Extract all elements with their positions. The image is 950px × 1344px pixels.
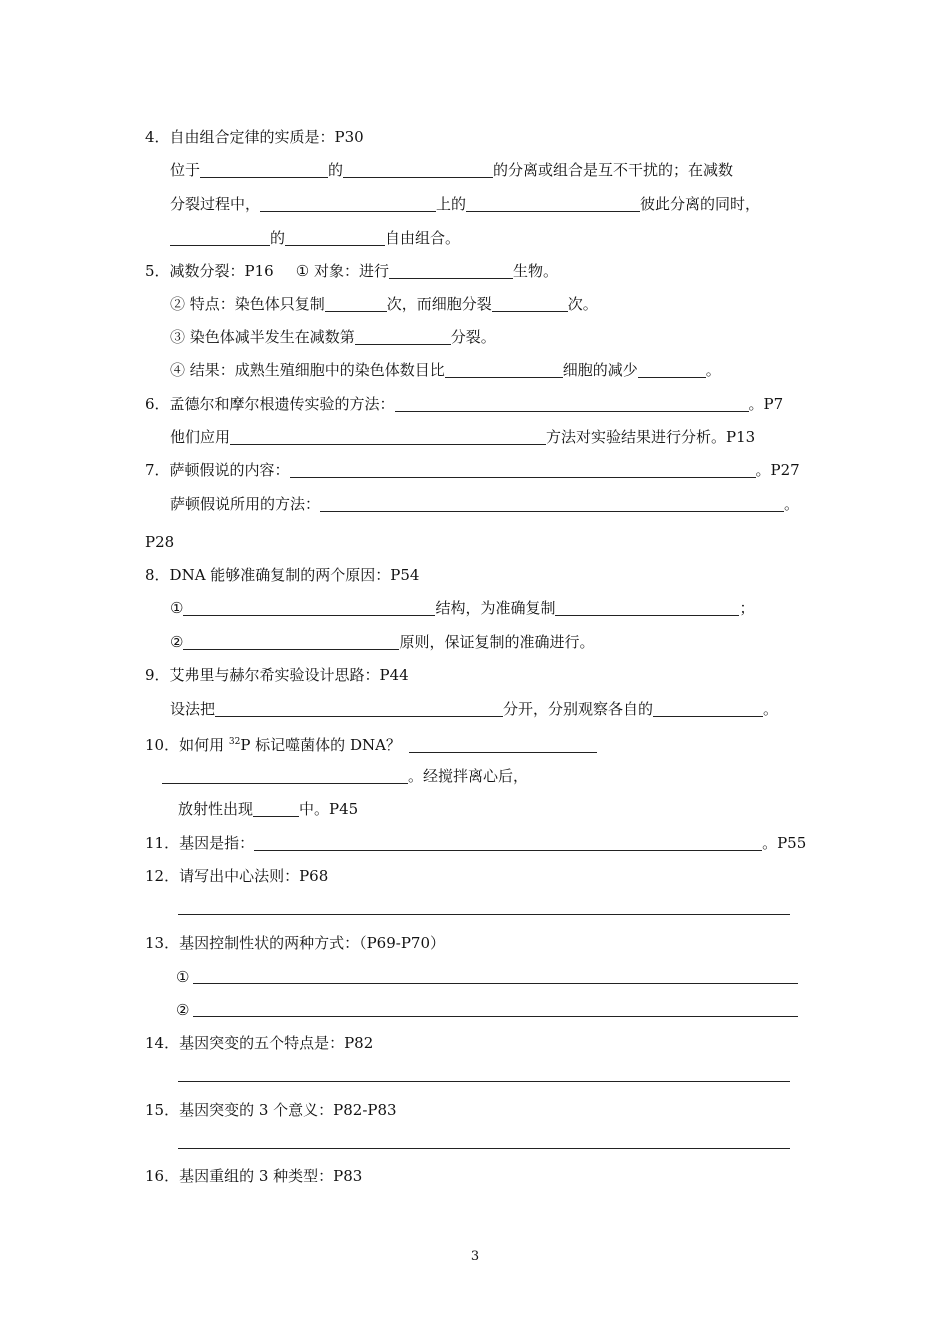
answer-line[interactable] (193, 1016, 798, 1017)
blank[interactable] (215, 701, 503, 717)
q8-line1: ① 结构，为准确复制 ； (170, 599, 755, 617)
q8-title: 8．DNA 能够准确复制的两个原因：P54 (145, 566, 420, 584)
q5-line4: ④ 结果：成熟生殖细胞中的染色体数目比 细胞的减少 。 (170, 361, 721, 379)
blank[interactable] (260, 196, 436, 212)
blank[interactable] (183, 634, 399, 650)
blank[interactable] (395, 396, 749, 412)
q13-title: 13．基因控制性状的两种方式：（P69-P70） (145, 934, 446, 952)
q16-title: 16．基因重组的 3 种类型：P83 (145, 1167, 363, 1185)
blank[interactable] (320, 496, 784, 512)
q5-line1: 5．减数分裂：P16 ① 对象：进行 生物。 (145, 262, 558, 280)
q7-line1: 7．萨顿假说的内容： 。P27 (145, 461, 800, 479)
blank[interactable] (638, 362, 706, 378)
q12-title: 12．请写出中心法则：P68 (145, 867, 329, 885)
q11-line1: 11．基因是指： 。P55 (145, 834, 807, 852)
q10-line1: 10．如何用 $^{32}$P 标记噬菌体的 DNA？ (145, 732, 597, 755)
blank[interactable] (254, 835, 762, 851)
blank[interactable] (200, 162, 328, 178)
answer-line[interactable] (178, 914, 790, 915)
blank[interactable] (253, 801, 299, 817)
blank[interactable] (183, 600, 435, 616)
q14-title: 14．基因突变的五个特点是：P82 (145, 1034, 374, 1052)
q10-line2: 。经搅拌离心后， (162, 766, 528, 786)
q15-title: 15．基因突变的 3 个意义：P82-P83 (145, 1101, 397, 1119)
q6-line2: 他们应用 方法对实验结果进行分析。P13 (170, 428, 756, 446)
blank[interactable] (230, 429, 546, 445)
answer-line[interactable] (178, 1148, 790, 1149)
blank[interactable] (409, 737, 597, 753)
q9-title: 9．艾弗里与赫尔希实验设计思路：P44 (145, 666, 409, 684)
q4-title: 4．自由组合定律的实质是：P30 (145, 128, 364, 146)
q5-line2: ② 特点：染色体只复制 次，而细胞分裂 次。 (170, 295, 598, 313)
answer-line[interactable] (178, 1081, 790, 1082)
q7-line2: 萨顿假说所用的方法： 。 (170, 495, 800, 513)
blank[interactable] (355, 329, 451, 345)
blank[interactable] (170, 230, 270, 246)
blank[interactable] (325, 296, 387, 312)
blank[interactable] (343, 162, 493, 178)
blank[interactable] (445, 362, 563, 378)
q13-choice1: ① (176, 968, 190, 986)
blank[interactable] (290, 462, 756, 478)
page-number: 3 (470, 1249, 480, 1264)
blank[interactable] (653, 701, 763, 717)
q7-page: P28 (145, 533, 175, 551)
q6-line1: 6．孟德尔和摩尔根遗传实验的方法： 。P7 (145, 395, 784, 413)
q5-line3: ③ 染色体减半发生在减数第 分裂。 (170, 328, 496, 346)
blank[interactable] (389, 263, 513, 279)
blank[interactable] (466, 196, 640, 212)
blank[interactable] (492, 296, 568, 312)
blank[interactable] (285, 230, 385, 246)
blank[interactable] (555, 600, 739, 616)
q4-line1: 位于 的 的分离或组合是互不干扰的；在减数 (170, 161, 734, 179)
q9-line1: 设法把 分开，分别观察各自的 。 (170, 700, 779, 718)
q4-line2: 分裂过程中， 上的 彼此分离的同时， (170, 195, 761, 213)
blank[interactable] (162, 768, 408, 784)
q10-line3: 放射性出现 中。P45 (178, 800, 359, 818)
q4-line3: 的 自由组合。 (170, 228, 460, 248)
q8-line2: ② 原则，保证复制的准确进行。 (170, 633, 595, 651)
q13-choice2: ② (176, 1001, 190, 1019)
answer-line[interactable] (193, 983, 798, 984)
